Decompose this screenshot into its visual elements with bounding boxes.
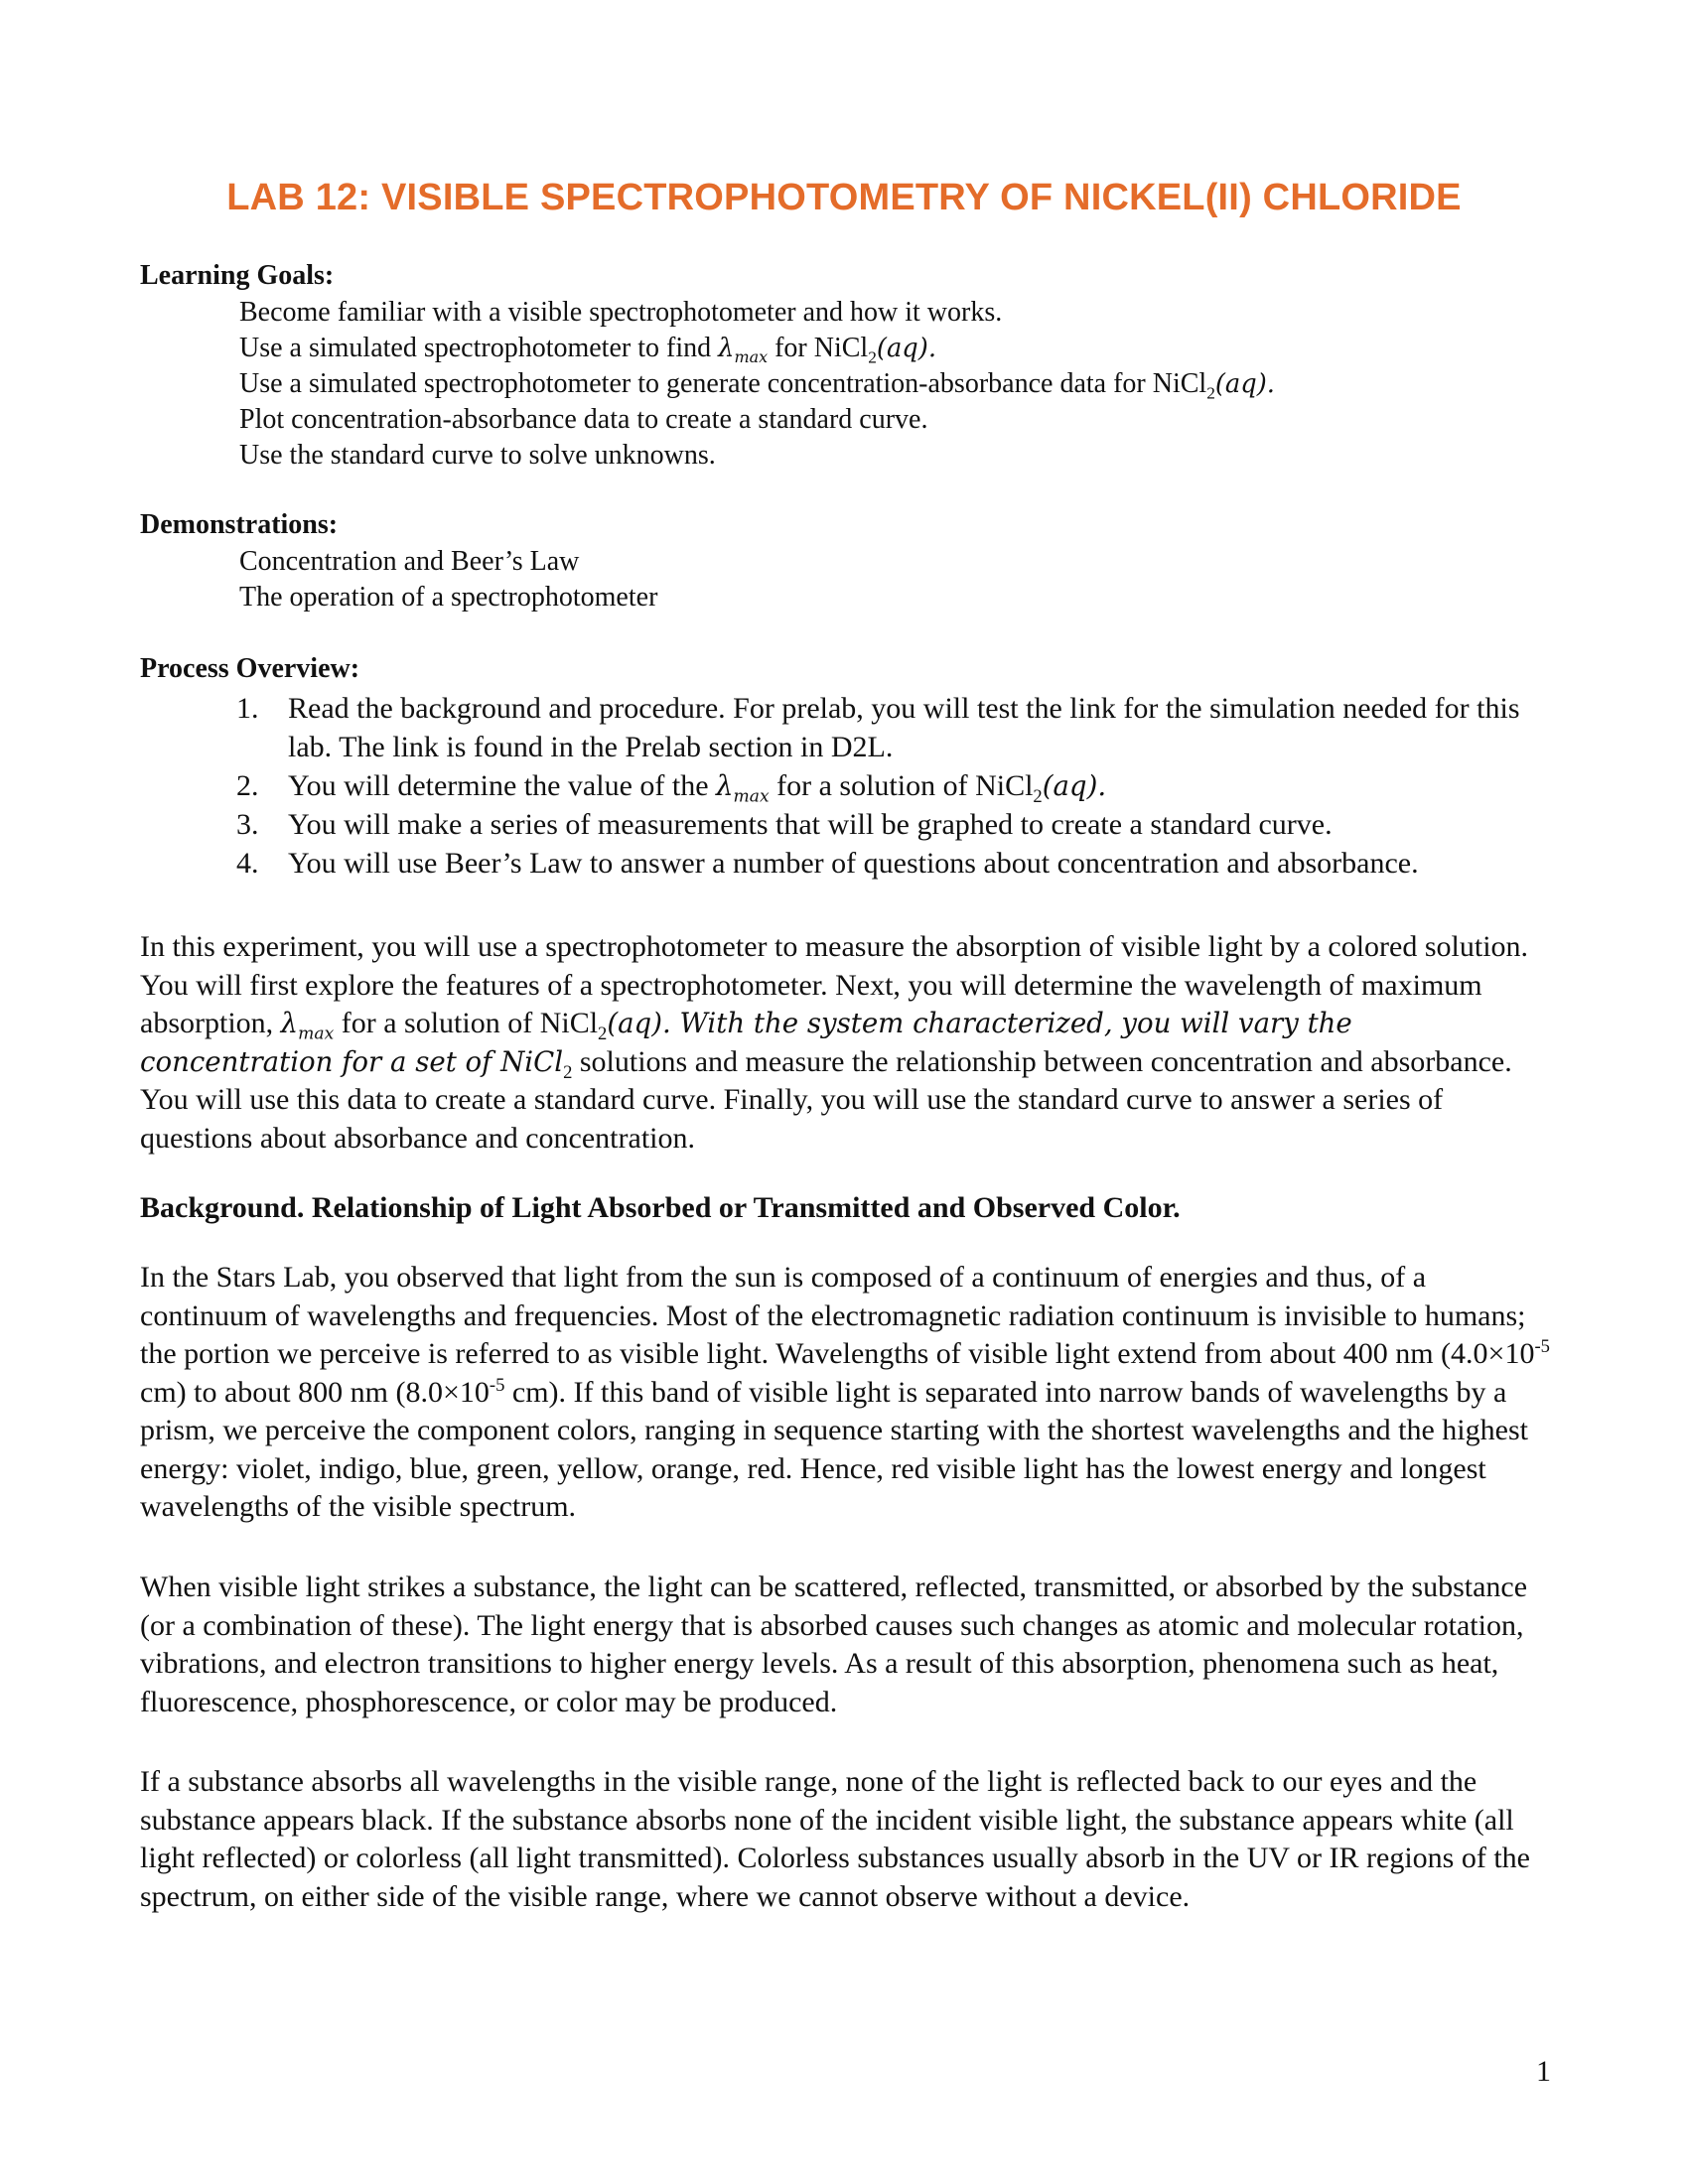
demonstration-item: The operation of a spectrophotometer (239, 582, 658, 613)
learning-goals-heading: Learning Goals: (140, 260, 335, 291)
page-title: LAB 12: VISIBLE SPECTROPHOTOMETRY OF NICKEL(II) CHLORIDE (226, 177, 1462, 218)
learning-goal-item: Become familiar with a visible spectrophotometer and how it works. (239, 297, 1003, 328)
process-step: 2. You will determine the value of the $\lambda_{max}$ for a solution of NiCl$_2$(aq). (236, 769, 1107, 807)
process-step: 3. You will make a series of measurements that will be graphed to create a standard curve. (236, 808, 1333, 841)
learning-goals-list (239, 295, 1275, 474)
learning-goal-item: Use a simulated spectrophotometer to generate concentration-absorbance data for NiCl$_2$(aq). (239, 368, 1275, 403)
demonstrations-heading: Demonstrations: (140, 509, 339, 540)
background-heading: Background. Relationship of Light Absorbed or Transmitted and Observed Color. (140, 1191, 1181, 1224)
learning-goal-item: Use the standard curve to solve unknowns. (239, 440, 716, 471)
process-overview-heading: Process Overview: (140, 653, 360, 684)
background-paragraph-3: If a substance absorbs all wavelengths in the visible range, none of the light is reflected back to our eyes and the substance appears black. If the substance absorbs none of the incident visible light, the substance appears white (all light reflected) or colorless (all light transmitted). Colorless substances usually absorb in the UV or IR regions of the spectrum, on either side of the visible range, where we cannot observe without a device. (140, 1765, 1530, 1913)
process-overview-list (236, 689, 1557, 883)
background-paragraph-1: In the Stars Lab, you observed that light from the sun is composed of a continuum of energies and thus, of a continuum of wavelengths and frequencies. Most of the electromagnetic radiation continuum is invisible to humans; the portion we perceive is referred to as visible light. Wavelengths of visible light extend from about 400 nm ($4.0\times 10^{-5}$ cm) to about 800 nm ($8.0\times 10^{-5}$ cm). If this band of visible light is separated into narrow bands of wavelengths by a prism, we perceive the component colors, ranging in sequence starting with the shortest wavelengths and the highest energy: violet, indigo, blue, green, yellow, orange, red. Hence, red visible light has the lowest energy and longest wavelengths of the visible spectrum. (140, 1261, 1550, 1523)
background-paragraph-2: When visible light strikes a substance, the light can be scattered, reflected, transmitted, or absorbed by the substance (or a combination of these). The light energy that is absorbed causes such changes as atomic and molecular rotation, vibrations, and electron transitions to higher energy levels. As a result of this absorption, phenomena such as heat, fluorescence, phosphorescence, or color may be produced. (140, 1570, 1528, 1718)
process-step: 4. You will use Beer’s Law to answer a number of questions about concentration and absorbance. (236, 847, 1419, 880)
process-step: 1. Read the background and procedure. For prelab, you will test the link for the simulation needed for this lab. The link is found in the Prelab section in D2L. (236, 692, 1520, 763)
learning-goal-item: Use a simulated spectrophotometer to find $\lambda_{max}$ for NiCl$_2$(aq). (239, 333, 937, 367)
demonstrations-list (239, 544, 657, 615)
intro-paragraph: In this experiment, you will use a spectrophotometer to measure the absorption of visible light by a colored solution. You will first explore the features of a spectrophotometer. Next, you will determine the wavelength of maximum absorption, $\lambda_{max}$ for a solution of NiCl$_2$(aq). With the system characterized, you will vary the concentration for a set of NiCl$_2$ solutions and measure the relationship between concentration and absorbance. You will use this data to create a standard curve. Finally, you will use the standard curve to answer a series of questions about absorbance and concentration. (140, 930, 1529, 1155)
demonstration-item: Concentration and Beer’s Law (239, 546, 580, 577)
page-number: 1 (1536, 2055, 1551, 2088)
learning-goal-item: Plot concentration-absorbance data to create a standard curve. (239, 404, 928, 435)
